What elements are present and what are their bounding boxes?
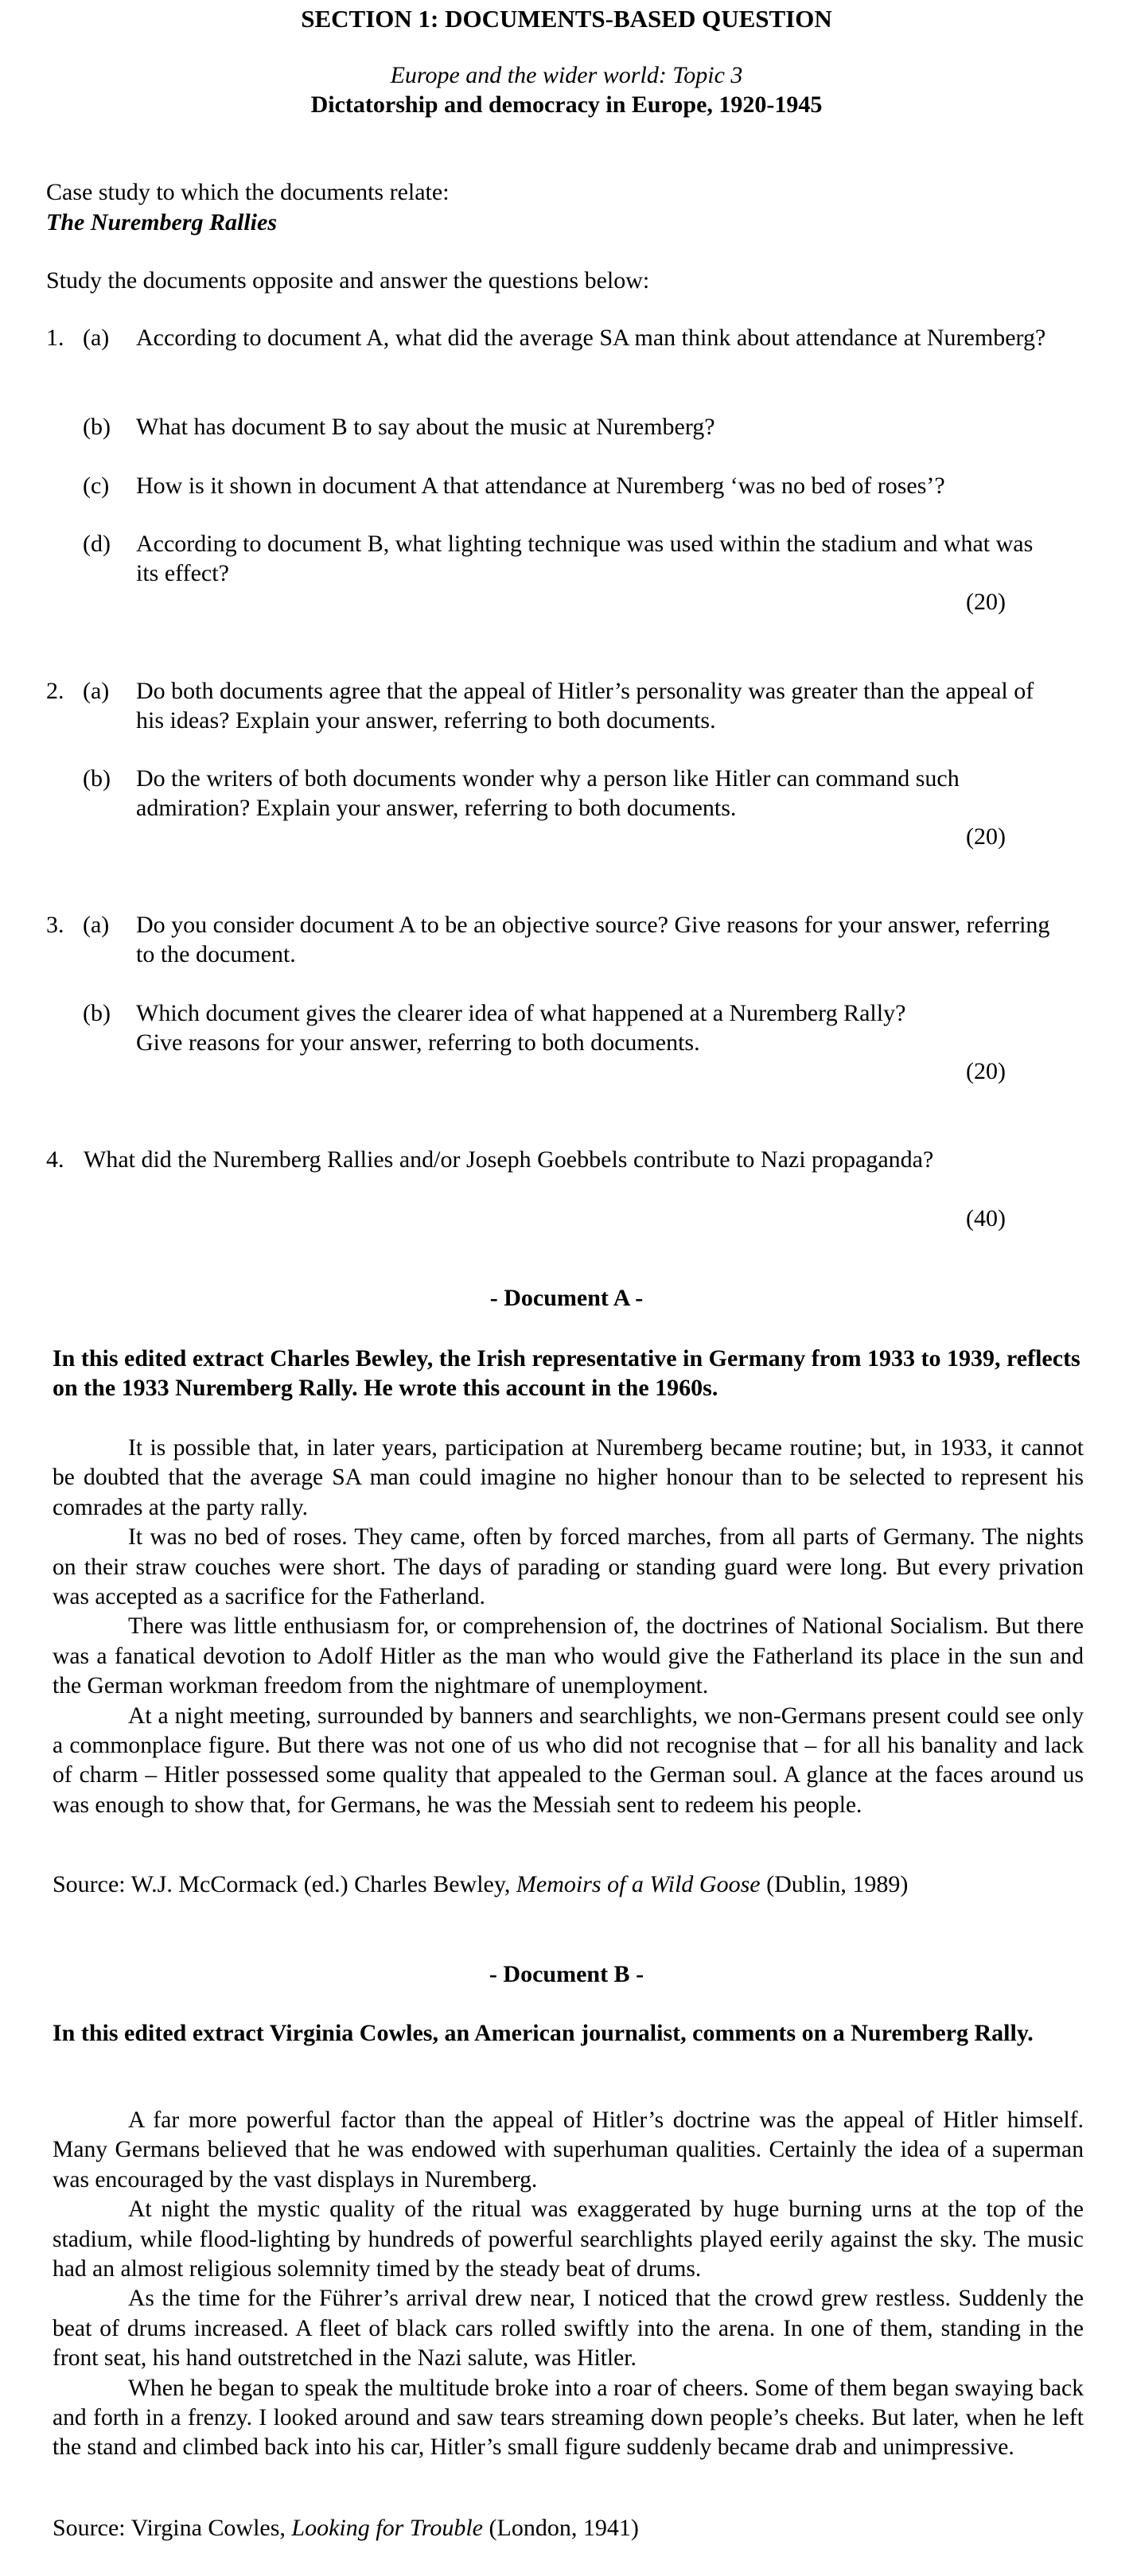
question-3-marks: (20) [966,1058,1006,1084]
document-b-source-work: Looking for Trouble [291,2515,483,2541]
question-3b-letter: (b) [83,1000,111,1026]
document-a-source-work: Memoirs of a Wild Goose [516,1871,761,1897]
question-4-marks: (40) [966,1205,1006,1232]
question-1d-letter: (d) [83,531,111,557]
topic-subtitle: Dictatorship and democracy in Europe, 1920-1945 [310,91,823,118]
question-1a-text: According to document A, what did the average SA man think about attendance at Nuremberg? [136,325,1046,351]
question-2b-letter: (b) [83,765,111,792]
document-a-paragraph: It was no bed of roses. They came, often by forced marches, from all parts of Germany. The nights on their straw couches were short. The days of parading or standing guard were long. But every privation was accepted as a sacrifice for the Fatherland. [53,1524,1084,1610]
question-2a-letter: (a) [83,678,110,704]
document-b-intro: In this edited extract Virginia Cowles, an American journalist, comments on a Nuremberg Rally. [53,2020,1034,2046]
question-4-text: What did the Nuremberg Rallies and/or Joseph Goebbels contribute to Nazi propaganda? [84,1146,934,1173]
question-4-number: 4. [46,1146,64,1173]
document-a-heading: - Document A - [489,1285,644,1311]
document-a-intro: In this edited extract Charles Bewley, the Irish representative in Germany from 1933 to 1939, reflects on the 1933 Nuremberg Rally. He wrote this account in the 1960s. [53,1345,1080,1401]
question-1a-letter: (a) [83,325,110,351]
question-2a-text: Do both documents agree that the appeal of Hitler’s personality was greater than the appeal of his ideas? Explain your answer, referring to both documents. [136,678,1034,733]
question-3b-text: Which document gives the clearer idea of what happened at a Nuremberg Rally? [136,1000,906,1026]
instructions: Study the documents opposite and answer the questions below: [46,267,650,294]
document-a-body [53,1434,1084,1820]
document-a-paragraph: It is possible that, in later years, participation at Nuremberg became routine; but, in 1933, it cannot be doubted that the average SA man could imagine no higher honour than to be selected to represent his comrades at the party rally. [53,1435,1084,1520]
document-a-source-suffix: (Dublin, 1989) [760,1871,909,1897]
question-1d-text: According to document B, what lighting technique was used within the stadium and what was its effect? [136,531,1034,586]
document-b-source-prefix: Source: Virgina Cowles, [53,2515,292,2541]
question-3-number: 3. [46,912,64,938]
document-b-paragraph: When he began to speak the multitude broke into a roar of cheers. Some of them began swaying back and forth in a frenzy. I looked around and saw tears streaming down people’s cheeks. But later, when he left the stand and climbed back into his car, Hitler’s small figure suddenly became drab and unimpressive. [53,2375,1084,2461]
question-1c-text: How is it shown in document A that attendance at Nuremberg ‘was no bed of roses’? [136,473,945,499]
document-a-source [53,1870,908,1900]
question-1-number: 1. [46,325,64,351]
question-3b-text-continued: Give reasons for your answer, referring to both documents. [136,1029,700,1056]
question-1c-letter: (c) [83,473,110,499]
document-b-heading: - Document B - [489,1961,644,1987]
topic-line: Europe and the wider world: Topic 3 [390,62,743,88]
document-a-paragraph: At a night meeting, surrounded by banners and searchlights, we non-Germans present could see only a commonplace figure. But there was not one of us who did not recognise that – for all his banality and lack of charm – Hitler possessed some quality that appealed to the German soul. A glance at the faces around us was enough to show that, for Germans, he was the Messiah sent to redeem his people. [53,1702,1084,1818]
document-b-source-suffix: (London, 1941) [483,2515,639,2541]
case-study-label: Case study to which the documents relate: [46,179,450,205]
question-1-marks: (20) [966,589,1006,615]
section-title: SECTION 1: DOCUMENTS-BASED QUESTION [301,5,832,33]
case-study-name: The Nuremberg Rallies [46,209,277,235]
document-b-paragraph: As the time for the Führer’s arrival drew near, I noticed that the crowd grew restless. Suddenly the beat of drums increased. A fleet of black cars rolled swiftly into the arena. In one of them, standing in the front seat, his hand outstretched in the Nazi salute, was Hitler. [53,2286,1084,2372]
question-2-marks: (20) [966,823,1006,850]
question-2-number: 2. [46,678,64,704]
document-b-paragraph: At night the mystic quality of the ritual was exaggerated by huge burning urns at the top of the stadium, while flood-lighting by hundreds of powerful searchlights played eerily against the sky. The music had an almost religious solemnity timed by the steady beat of drums. [53,2197,1084,2282]
document-b-body [53,2106,1084,2463]
question-3a-text: Do you consider document A to be an objective source? Give reasons for your answer, referring to the document. [136,912,1050,967]
question-3a-letter: (a) [83,912,110,938]
question-2b-text: Do the writers of both documents wonder why a person like Hitler can command such admiration? Explain your answer, referring to both documents. [136,765,960,821]
document-b-source [53,2513,639,2543]
document-b-paragraph: A far more powerful factor than the appeal of Hitler’s doctrine was the appeal of Hitler himself. Many Germans believed that he was endowed with superhuman qualities. Certainly the idea of a superman was encouraged by the vast displays in Nuremberg. [53,2107,1084,2193]
document-a-paragraph: There was little enthusiasm for, or comprehension of, the doctrines of National Socialism. But there was a fanatical devotion to Adolf Hitler as the man who would give the Fatherland its place in the sun and the German workman freedom from the nightmare of unemployment. [53,1613,1084,1699]
question-1b-text: What has document B to say about the music at Nuremberg? [136,414,715,440]
document-a-source-prefix: Source: W.J. McCormack (ed.) Charles Bewley, [53,1871,516,1897]
question-1b-letter: (b) [83,414,111,440]
